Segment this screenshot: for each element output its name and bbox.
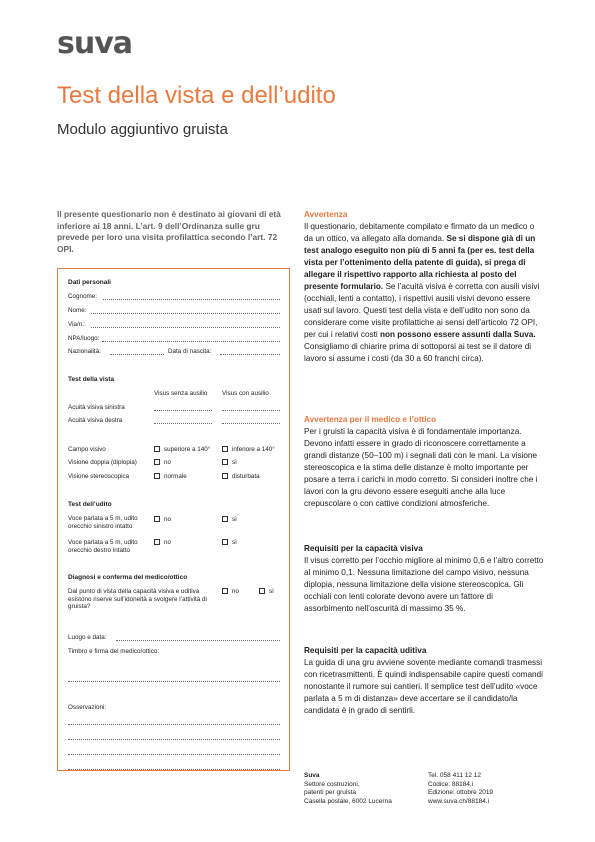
hearing-left-yes-checkbox[interactable] [222,516,228,522]
doctor-section [304,414,544,510]
double-vision-yes-checkbox[interactable] [222,459,228,465]
vision-req-section [304,543,544,615]
left-eye-with-field[interactable] [222,410,280,411]
diagnosis-question: Dal punto di vista della capacità visiva e uditiva esistono riserve sull’idoneità a svolgere l’attività di gruista? [68,588,207,610]
warning-section [304,209,544,365]
stereo-disturbed-checkbox[interactable] [222,473,228,479]
double-vision-yes-label: sì [232,459,237,466]
field-under-140-checkbox[interactable] [222,446,228,452]
hearing-left-no-label: no [164,516,172,523]
stereo-vision-label: Visione stereoscopica [68,473,130,480]
footer-address [304,772,424,806]
field-under-140-label: inferiore a 140° [232,446,275,453]
street-label: Via/n.: [68,321,86,328]
reservations-yes-label: sì [269,588,274,595]
hearing-left-label: Voce parlata a 5 m, udito orecchio sinistro intatto [68,515,138,530]
form-box [57,268,290,771]
vision-heading: Test della vista [68,376,115,383]
footer-code: Codice: 88184.i [428,780,474,788]
hearing-left-no-checkbox[interactable] [154,516,160,522]
doctor-text: Per i gruisti la capacità visiva è di fondamentale importanza. Devono infatti essere in grado di riconoscere correttamente a grandi distanze (50–100 m) i segnali dati con le mani. La visione stereoscopica e la stima delle distanze è molto importante per posare a terra i carichi in modo corretto. Si consideri inoltre che i lavori con la gru devono essere eseguiti anche alla luce crepuscolare o con cattive condizioni atmosferiche. [304,427,538,508]
stereo-disturbed-label: disturbata [232,473,260,480]
notes-line-2[interactable] [68,739,280,740]
reservations-yes-checkbox[interactable] [259,588,265,594]
nationality-label: Nazionalità: [68,348,101,355]
nationality-field[interactable] [110,354,164,355]
double-vision-no-checkbox[interactable] [154,459,160,465]
hearing-right-no-label: no [164,539,172,546]
field-of-view-label: Campo visivo [68,446,106,453]
surname-field[interactable] [103,299,280,300]
reservations-no-checkbox[interactable] [222,588,228,594]
footer-org: Suva [304,772,320,779]
hearing-right-label: Voce parlata a 5 m, udito orecchio destro intatto [68,539,138,554]
place-date-field[interactable] [116,640,280,641]
field-over-140-label: superiore a 140° [164,446,211,453]
vision-req-text: Il visus corretto per l’occhio migliore al minimo 0,6 e l’altro corretto al minimo 0,1. Nessuna limitazione del campo visivo, nessuna diplopia, nessuna limitazione della visione stereoscopica. Gli occhiali con lenti colorate devono avere un fattore di assorbimento nell’oscurità di massimo 35 %. [304,556,544,613]
notes-line-1[interactable] [68,724,280,725]
reservations-no-label: no [232,588,240,595]
col-without-aid: Visus senza ausilio [154,390,208,397]
place-date-label: Luogo e data: [68,634,107,641]
col-with-aid: Visus con ausilio [222,390,269,397]
footer-edition: Edizione: ottobre 2019 [428,789,494,797]
diagnosis-heading: Diagnosi e conferma del medico/ottico [68,574,188,581]
stereo-normal-label: normale [164,473,187,480]
right-eye-without-field[interactable] [154,423,212,424]
vision-req-heading: Requisiti per la capacità visiva [304,544,423,553]
surname-label: Cognome: [68,293,98,300]
hearing-right-yes-checkbox[interactable] [222,539,228,545]
left-eye-label: Acuità visiva sinistra [68,404,125,411]
birthdate-label: Data di nascita: [168,348,212,355]
footer-line-2: patenti per gruista [304,789,357,797]
birthdate-field[interactable] [220,354,280,355]
double-vision-no-label: no [164,459,172,466]
footer-tel: Tel. 058 411 12 12 [428,772,482,779]
suva-logo: suva [57,26,133,61]
page-subtitle: Modulo aggiuntivo gruista [57,121,228,138]
double-vision-label: Visione doppia (diplopia) [68,459,137,466]
zip-city-field[interactable] [102,341,280,342]
hearing-right-no-checkbox[interactable] [154,539,160,545]
street-field[interactable] [91,327,280,328]
personal-heading: Dati personali [68,279,111,286]
field-over-140-checkbox[interactable] [154,446,160,452]
hearing-req-text: La guida di una gru avviene sovente mediante comandi trasmessi con ricetrasmittenti. È quindi indispensabile capire questi comandi nonostante il rumore sui cantieri. Il semplice test dell’udito «voce parlata a 5 m di distanza» deve accertare se il candidato/la candidata è in grado di sentirli. [304,658,543,715]
hearing-right-yes-label: sì [232,539,237,546]
hearing-req-section [304,645,544,717]
intro-text: Il presente questionario non è destinato ai giovani di età inferiore ai 18 anni. L’art. 9 dell’Ordinanza sulle gru prevede per loro una visita profilattica secondo l’art. 72 OPI. [57,209,281,254]
name-field[interactable] [91,313,280,314]
hearing-req-heading: Requisiti per la capacità uditiva [304,646,427,655]
footer-contact [428,772,538,806]
notes-line-3[interactable] [68,754,280,755]
footer-url[interactable]: www.suva.ch/88184.i [428,797,490,805]
left-eye-without-field[interactable] [154,410,212,411]
notes-label: Osservazioni: [68,704,107,711]
stereo-normal-checkbox[interactable] [154,473,160,479]
name-label: Nome: [68,307,87,314]
hearing-left-yes-label: sì [232,516,237,523]
warning-text: Il questionario, debitamente compilato e firmato da un medico o da un ottico, va allegato alla domanda. Se si dispone già di un test analogo eseguito non più di 5 anni fa (per es. test della vista per l’ottenimento della patente di guida), si prega di allegare il rispettivo rapporto alla richiesta al posto del presente formulario. Se l’acuità visiva è corretta con ausili visivi (occhiali, lenti a contatto), i rispettivi ausili visivi devono essere usati sul lavoro. Questi test della vista e dell’udito non sono da considerare come visite profilattiche ai sensi dell’articolo 72 OPI, per cui i relativi costi non possono essere assunti dalla Suva. Consigliamo di chiarire prima di sottoporsi ai test se il datore di lavoro si assume i costi (da 30 a 60 franchi circa). [304,222,540,363]
stamp-label: Timbro e firma del medico/ottico: [68,648,160,655]
notes-line-4[interactable] [68,769,280,770]
zip-city-label: NPA/luogo: [68,335,100,342]
hearing-heading: Test dell’udito [68,501,112,508]
page-title: Test della vista e dell’udito [57,82,336,109]
footer-line-3: Casella postale, 6002 Lucerna [304,797,392,805]
right-eye-label: Acuità visiva destra [68,417,123,424]
warning-heading: Avvertenza [304,210,348,219]
right-eye-with-field[interactable] [222,423,280,424]
footer-line-1: Settore costruzioni, [304,780,360,788]
stamp-field[interactable] [68,681,280,682]
doctor-heading: Avvertenza per il medico e l’ottico [304,415,437,424]
